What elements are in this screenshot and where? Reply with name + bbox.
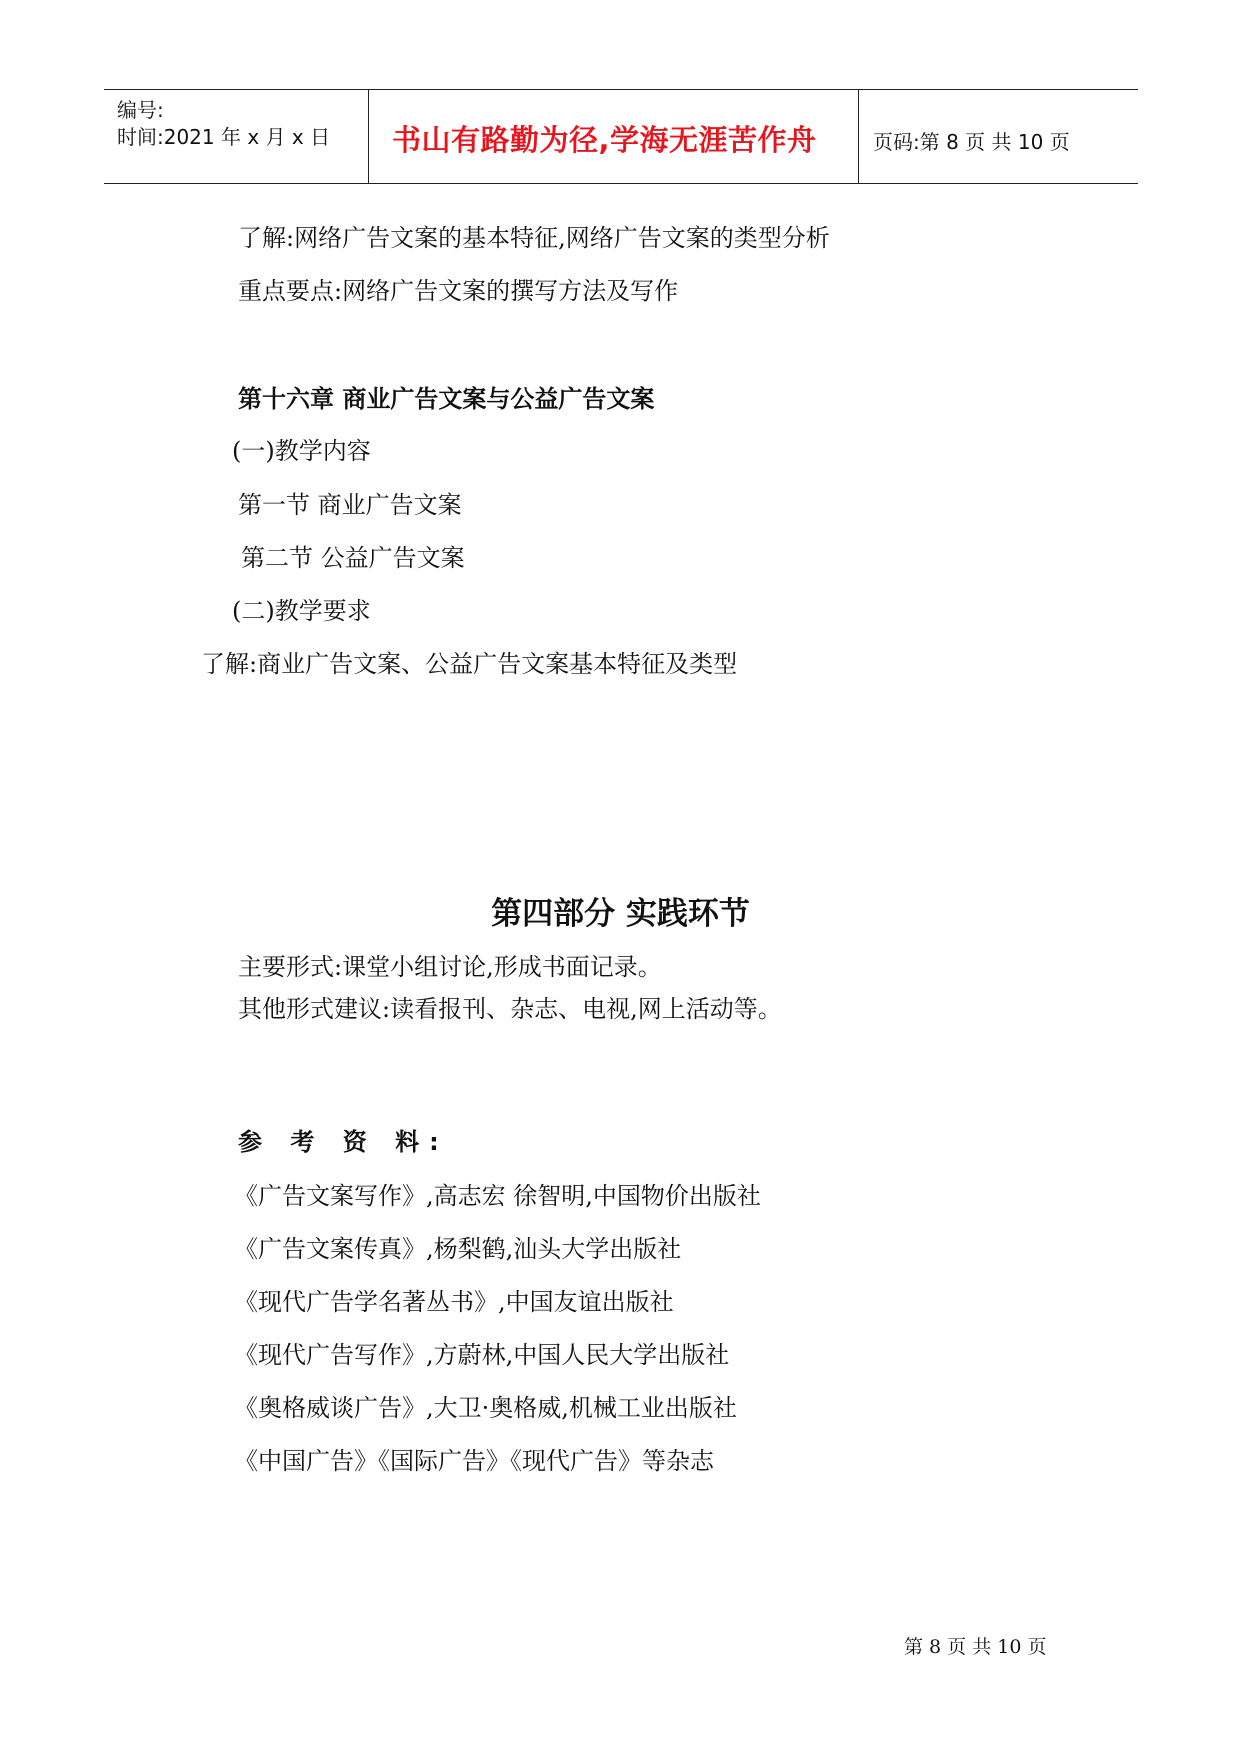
- chapter16-section2: 第二节 公益广告文案: [241, 544, 465, 572]
- reference-item: 《广告文案传真》,杨梨鹤,汕头大学出版社: [234, 1235, 682, 1263]
- reference-item: 《广告文案写作》,高志宏 徐智明,中国物价出版社: [234, 1182, 761, 1210]
- reference-item: 《现代广告写作》,方蔚林,中国人民大学出版社: [234, 1341, 730, 1369]
- footer-page-number: 第 8 页 共 10 页: [904, 1636, 1047, 1658]
- header-motto: 书山有路勤为径,学海无涯苦作舟: [392, 123, 817, 157]
- header-date-label: 时间:2021 年 x 月 x 日: [117, 125, 331, 149]
- header-bottom-rule: [104, 183, 1138, 184]
- chapter16-content-heading: (一)教学内容: [232, 437, 371, 465]
- key-points-line: 重点要点:网络广告文案的撰写方法及写作: [238, 277, 679, 305]
- header-top-rule: [104, 89, 1138, 90]
- reference-item: 《奥格威谈广告》,大卫·奥格威,机械工业出版社: [234, 1394, 737, 1422]
- understand-line-network-ad: 了解:网络广告文案的基本特征,网络广告文案的类型分析: [238, 224, 830, 252]
- part4-title: 第四部分 实践环节: [491, 896, 750, 932]
- references-heading: 参 考 资 料:: [238, 1128, 449, 1156]
- reference-item: 《现代广告学名著丛书》,中国友谊出版社: [234, 1288, 674, 1316]
- part4-main-form: 主要形式:课堂小组讨论,形成书面记录。: [238, 953, 662, 981]
- part4-other-forms: 其他形式建议:读看报刊、杂志、电视,网上活动等。: [238, 995, 782, 1023]
- chapter16-understand-line: 了解:商业广告文案、公益广告文案基本特征及类型: [201, 650, 738, 678]
- reference-item: 《中国广告》《国际广告》《现代广告》等杂志: [234, 1447, 714, 1475]
- header-divider-left: [368, 90, 369, 184]
- header-page-label: 页码:第 8 页 共 10 页: [873, 130, 1070, 154]
- header-number-label: 编号:: [117, 98, 164, 122]
- header-divider-right: [858, 90, 859, 184]
- chapter16-requirements-heading: (二)教学要求: [232, 597, 371, 625]
- chapter16-title: 第十六章 商业广告文案与公益广告文案: [238, 385, 655, 413]
- chapter16-section1: 第一节 商业广告文案: [238, 491, 462, 519]
